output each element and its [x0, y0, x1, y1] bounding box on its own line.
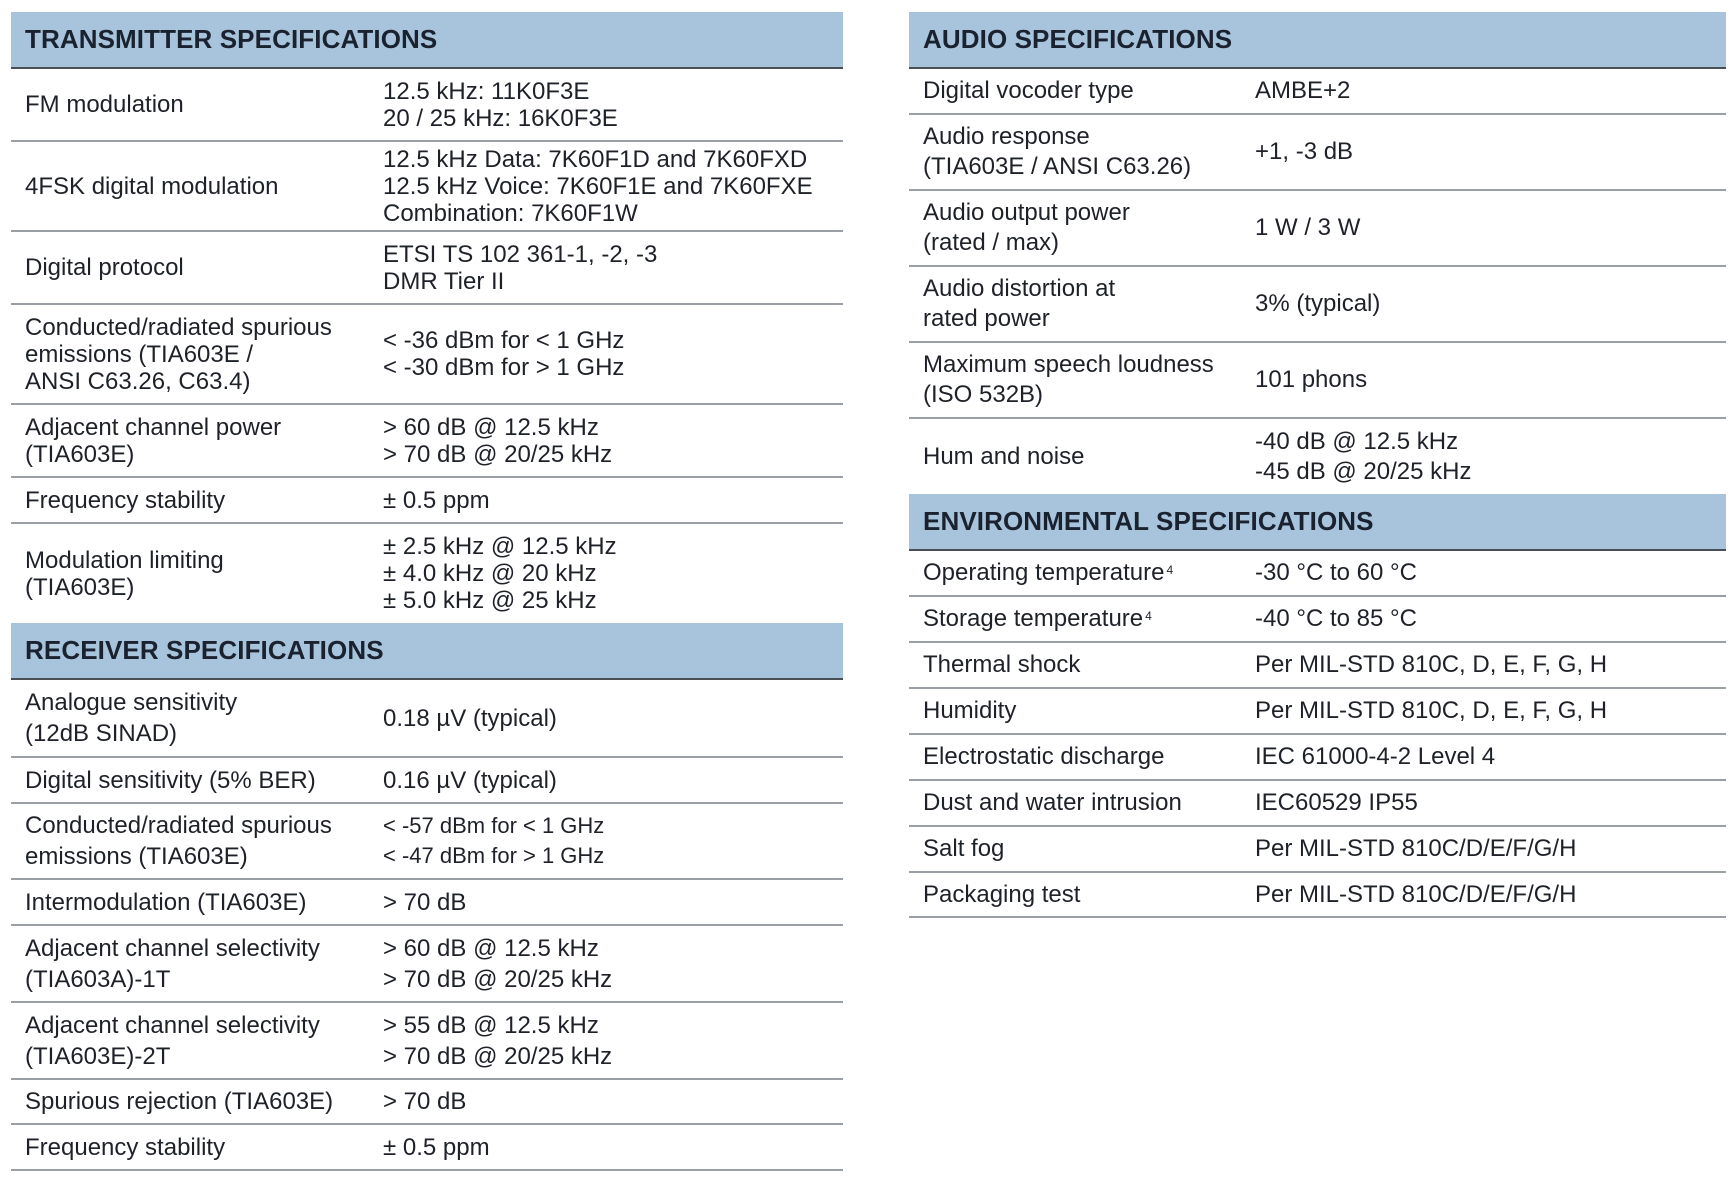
- spec-label: Adjacent channel selectivity (TIA603E)-2T: [25, 1011, 320, 1070]
- spec-label: Modulation limiting (TIA603E): [25, 546, 224, 601]
- spec-value: 12.5 kHz Data: 7K60F1D and 7K60FXD 12.5 kHz Voice: 7K60F1E and 7K60FXE Combination: 7K60F1W: [383, 145, 813, 227]
- spec-value: AMBE+2: [1255, 77, 1351, 104]
- spec-label: 4FSK digital modulation: [25, 172, 279, 200]
- spec-value: ETSI TS 102 361-1, -2, -3 DMR Tier II: [383, 240, 658, 295]
- environmental-specifications-table: [909, 494, 1726, 918]
- spec-value: Per MIL-STD 810C/D/E/F/G/H: [1255, 835, 1577, 862]
- table-row: [909, 597, 1726, 643]
- spec-label: Digital vocoder type: [923, 77, 1134, 104]
- table-row: [11, 880, 843, 926]
- spec-label: Salt fog: [923, 835, 1005, 862]
- table-row: [11, 142, 843, 232]
- spec-label: Conducted/radiated spurious emissions (TIA603E): [25, 812, 332, 870]
- spec-value: +1, -3 dB: [1255, 138, 1354, 165]
- table-row: [909, 551, 1726, 597]
- table-row: [11, 478, 843, 524]
- spec-value: 0.16 µV (typical): [383, 766, 557, 794]
- table-row: [11, 305, 843, 405]
- spec-value: < -57 dBm for < 1 GHz < -47 dBm for > 1 GHz: [383, 813, 605, 868]
- spec-value: > 60 dB @ 12.5 kHz > 70 dB @ 20/25 kHz: [383, 413, 613, 468]
- audio-specifications-table: [909, 12, 1726, 494]
- footnote-marker: 4: [1145, 609, 1152, 623]
- footnote-marker: 4: [1166, 563, 1174, 577]
- section-title-audio: AUDIO SPECIFICATIONS: [909, 12, 1726, 69]
- spec-value: Per MIL-STD 810C/D/E/F/G/H: [1255, 880, 1577, 908]
- spec-value: -40 dB @ 12.5 kHz -45 dB @ 20/25 kHz: [1255, 427, 1472, 485]
- table-row: [909, 343, 1726, 419]
- table-row: [909, 419, 1726, 494]
- spec-label: Adjacent channel selectivity (TIA603A)-1T: [25, 934, 320, 993]
- table-row: [909, 115, 1726, 191]
- spec-label: Thermal shock: [923, 651, 1081, 678]
- spec-label: Packaging test: [923, 880, 1081, 908]
- table-row: [11, 758, 843, 804]
- table-row: [11, 680, 843, 758]
- section-title-environmental: ENVIRONMENTAL SPECIFICATIONS: [909, 494, 1726, 551]
- spec-label: FM modulation: [25, 91, 184, 118]
- table-row: [909, 267, 1726, 343]
- spec-label: Intermodulation (TIA603E): [25, 888, 307, 916]
- spec-label-text: Storage temperature: [923, 605, 1144, 632]
- receiver-specifications-table: [11, 623, 843, 1171]
- section-title-receiver: RECEIVER SPECIFICATIONS: [11, 623, 843, 680]
- spec-label: [909, 558, 1255, 588]
- spec-label: [909, 604, 1255, 634]
- spec-label: Audio distortion at rated power: [923, 275, 1116, 332]
- table-row: [909, 191, 1726, 267]
- spec-label: Humidity: [923, 697, 1017, 724]
- table-row: [909, 69, 1726, 115]
- spec-value: 1 W / 3 W: [1255, 214, 1361, 241]
- transmitter-specifications-table: [11, 12, 843, 623]
- spec-label: Spurious rejection (TIA603E): [25, 1088, 334, 1115]
- spec-value: 3% (typical): [1255, 290, 1381, 317]
- spec-value: 0.18 µV (typical): [383, 704, 557, 732]
- spec-value: Per MIL-STD 810C, D, E, F, G, H: [1255, 651, 1608, 678]
- spec-label: Hum and noise: [923, 442, 1085, 470]
- table-row: [909, 873, 1726, 918]
- table-row: [11, 524, 843, 623]
- table-row: [909, 689, 1726, 735]
- table-row: [909, 735, 1726, 781]
- spec-label: Adjacent channel power (TIA603E): [25, 413, 282, 468]
- spec-value: Per MIL-STD 810C, D, E, F, G, H: [1255, 697, 1608, 724]
- spec-value: > 60 dB @ 12.5 kHz > 70 dB @ 20/25 kHz: [383, 934, 613, 993]
- table-row: [909, 643, 1726, 689]
- spec-label: Conducted/radiated spurious emissions (TIA603E / ANSI C63.26, C63.4): [25, 313, 332, 395]
- table-row: [11, 405, 843, 478]
- spec-value: > 70 dB: [383, 1088, 467, 1115]
- spec-label: Dust and water intrusion: [923, 789, 1182, 816]
- spec-value: 101 phons: [1255, 366, 1368, 393]
- table-row: [11, 804, 843, 880]
- spec-value: IEC60529 IP55: [1255, 789, 1418, 816]
- spec-label: Audio output power (rated / max): [923, 199, 1130, 256]
- table-row: [11, 1003, 843, 1080]
- spec-label: Frequency stability: [25, 486, 226, 514]
- spec-label: Maximum speech loudness (ISO 532B): [923, 351, 1214, 408]
- spec-label: Electrostatic discharge: [923, 743, 1165, 770]
- table-row: [11, 232, 843, 305]
- spec-label: Digital protocol: [25, 254, 184, 281]
- right-column: [909, 12, 1726, 918]
- left-column: [11, 12, 843, 1171]
- section-title-transmitter: TRANSMITTER SPECIFICATIONS: [11, 12, 843, 69]
- spec-value: ± 0.5 ppm: [383, 1133, 490, 1161]
- table-row: [11, 1125, 843, 1171]
- spec-value: -40 °C to 85 °C: [1255, 605, 1417, 632]
- spec-label: Digital sensitivity (5% BER): [25, 766, 316, 794]
- spec-label: Analogue sensitivity (12dB SINAD): [25, 689, 238, 747]
- spec-value: 12.5 kHz: 11K0F3E 20 / 25 kHz: 16K0F3E: [383, 77, 618, 132]
- spec-label-text: Operating temperature: [923, 559, 1165, 586]
- table-row: [11, 69, 843, 142]
- spec-value: IEC 61000-4-2 Level 4: [1255, 743, 1496, 770]
- spec-label: Frequency stability: [25, 1133, 226, 1161]
- spec-value: -30 °C to 60 °C: [1255, 559, 1417, 586]
- spec-value: ± 0.5 ppm: [383, 486, 490, 514]
- spec-value: > 70 dB: [383, 888, 467, 916]
- spec-value: < -36 dBm for < 1 GHz < -30 dBm for > 1 GHz: [383, 327, 625, 381]
- table-row: [11, 926, 843, 1003]
- table-row: [909, 781, 1726, 827]
- table-row: [11, 1080, 843, 1125]
- spec-value: > 55 dB @ 12.5 kHz > 70 dB @ 20/25 kHz: [383, 1011, 613, 1070]
- table-row: [909, 827, 1726, 873]
- spec-label: Audio response (TIA603E / ANSI C63.26): [923, 123, 1192, 180]
- spec-value: ± 2.5 kHz @ 12.5 kHz ± 4.0 kHz @ 20 kHz ± 5.0 kHz @ 25 kHz: [383, 533, 617, 614]
